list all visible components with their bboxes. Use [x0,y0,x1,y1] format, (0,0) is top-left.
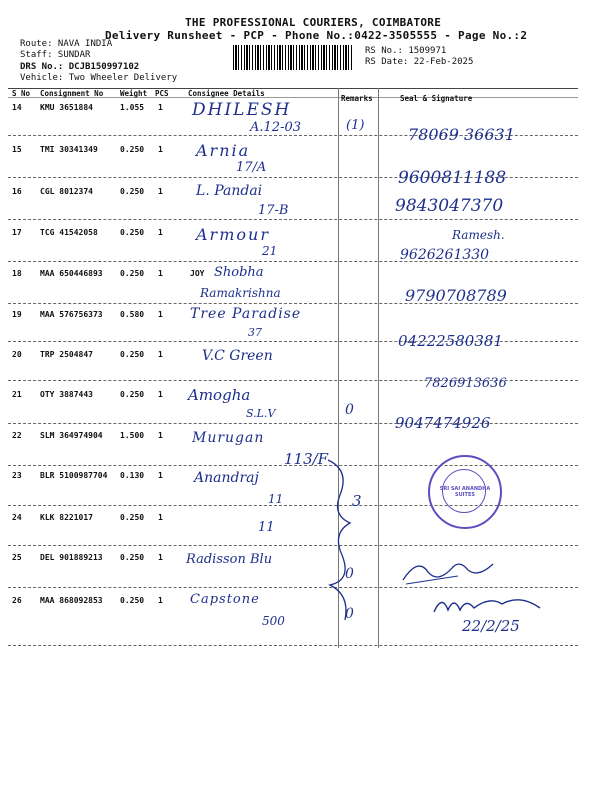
remark-mark: (1) [346,118,365,133]
consignee-handwriting: V.C Green [202,348,273,364]
row-weight: 0.250 [120,228,145,237]
col-pcs: PCS [155,89,169,98]
row-divider [8,545,578,546]
vehicle: Vehicle: Two Wheeler Delivery [20,73,178,83]
row-consignment: TCG 41542058 [40,228,98,237]
consignee-handwriting: DHILESH [192,100,292,120]
consignee-handwriting: 11 [258,520,275,535]
row-sno: 18 [12,269,22,278]
row-pcs: 1 [158,390,163,399]
consignee-handwriting: Anandraj [194,470,259,486]
row-sno: 17 [12,228,22,237]
row-sno: 19 [12,310,22,319]
row-pcs: 1 [158,228,163,237]
row-divider [8,423,578,424]
row-weight: 0.250 [120,350,145,359]
row-pcs: 1 [158,596,163,605]
row-sno: 22 [12,431,22,440]
row-consignment: CGL 8012374 [40,187,93,196]
remark-mark: 0 [345,606,354,622]
consignee-handwriting: 21 [262,244,278,258]
route: Route: NAVA INDIA [20,39,113,49]
row-weight: 1.055 [120,103,145,112]
row-pcs: 1 [158,269,163,278]
signature: Ramesh. [452,228,505,242]
company-name: THE PROFESSIONAL COURIERS, COIMBATORE [185,16,442,29]
consignee-handwriting: L. Pandai [196,183,263,199]
consignee-handwriting: 17/A [236,160,267,175]
phone-signature: 9843047370 [395,196,504,216]
delivery-date-handwritten: 22/2/25 [462,617,520,635]
row-weight: 0.130 [120,471,145,480]
phone-signature: 04222580381 [398,332,503,350]
consignee-handwriting: Armour [196,225,270,244]
row-pcs: 1 [158,310,163,319]
row-sno: 21 [12,390,22,399]
row-pcs: 1 [158,513,163,522]
phone-signature: 7826913636 [424,376,507,391]
row-consignment: MAA 868092853 [40,596,103,605]
row-consignment: MAA 650446893 [40,269,103,278]
phone-signature: 9047474926 [395,414,491,432]
staff: Staff: SUNDAR [20,50,91,60]
row-divider [8,261,578,262]
phone-signature: 9626261330 [400,247,490,263]
row-sno: 16 [12,187,22,196]
consignee-handwriting: Tree Paradise [190,306,302,322]
consignee-printed: JOY [190,269,205,278]
row-sno: 26 [12,596,22,605]
row-sno: 15 [12,145,22,154]
row-weight: 0.250 [120,390,145,399]
row-pcs: 1 [158,145,163,154]
barcode [233,45,353,70]
delivery-seal-stamp [428,455,502,529]
row-consignment: MAA 576756373 [40,310,103,319]
row-pcs: 1 [158,187,163,196]
signature-scribble [430,590,550,616]
consignee-handwriting: Murugan [192,430,265,446]
remarks-brace-drawing [320,455,380,630]
row-consignment: KLK 8221017 [40,513,93,522]
row-sno: 23 [12,471,22,480]
row-weight: 0.250 [120,596,145,605]
consignee-handwriting: S.L.V [246,407,276,420]
row-sno: 20 [12,350,22,359]
row-weight: 0.250 [120,187,145,196]
consignee-handwriting: 113/F [284,450,329,468]
col-consignee: Consignee Details [188,89,265,98]
consignee-handwriting: 37 [248,326,262,339]
row-consignment: SLM 364974904 [40,431,103,440]
signature-scribble [398,552,498,588]
row-consignment: BLR 5100987704 [40,471,108,480]
consignee-handwriting: Shobha [214,265,264,280]
consignee-handwriting: 500 [262,614,285,628]
consignee-handwriting: 17-B [258,203,289,218]
phone-signature: 9790708789 [405,286,507,305]
consignee-handwriting: 11 [268,492,284,506]
drs-number: DRS No.: DCJB150997102 [20,62,140,72]
consignee-handwriting: Arnia [196,141,251,160]
remark-mark: 0 [345,566,354,582]
row-weight: 0.250 [120,513,145,522]
col-weight: Weight [120,89,148,98]
runsheet-title: Delivery Runsheet - PCP - Phone No.:0422-3505555 - Page No.:2 [105,29,528,42]
consignee-handwriting: Capstone [190,592,260,607]
row-consignment: DEL 901889213 [40,553,103,562]
row-consignment: TRP 2504847 [40,350,93,359]
consignee-handwriting: A.12-03 [250,120,301,135]
phone-signature: 78069 36631 [408,125,515,144]
row-pcs: 1 [158,431,163,440]
rs-number: RS No.: 1509971 [365,46,447,56]
col-consignment: Consignment No [40,89,104,98]
row-divider [8,645,578,646]
consignee-handwriting: Radisson Blu [186,552,273,567]
remark-mark: 0 [345,402,354,418]
col-remarks: Remarks [341,94,373,103]
row-weight: 0.250 [120,553,145,562]
col-seal: Seal & Signature [400,94,473,103]
row-divider [8,219,578,220]
row-sno: 25 [12,553,22,562]
consignee-handwriting: Amogha [188,386,251,404]
row-sno: 24 [12,513,22,522]
row-weight: 1.500 [120,431,145,440]
row-pcs: 1 [158,103,163,112]
col-sno: S No [12,89,31,98]
phone-signature: 9600811188 [398,168,507,188]
rs-date: RS Date: 22-Feb-2025 [365,57,474,67]
row-consignment: OTY 3887443 [40,390,93,399]
row-consignment: KMU 3651884 [40,103,93,112]
row-consignment: TMI 30341349 [40,145,98,154]
row-pcs: 1 [158,471,163,480]
row-pcs: 1 [158,350,163,359]
stamp-text: SRI SAI ANANDHA SUITES [439,486,491,498]
row-weight: 0.250 [120,145,145,154]
remark-mark: 3 [352,492,362,510]
row-weight: 0.580 [120,310,145,319]
row-weight: 0.250 [120,269,145,278]
row-pcs: 1 [158,553,163,562]
row-sno: 14 [12,103,22,112]
consignee-handwriting: Ramakrishna [200,286,281,300]
